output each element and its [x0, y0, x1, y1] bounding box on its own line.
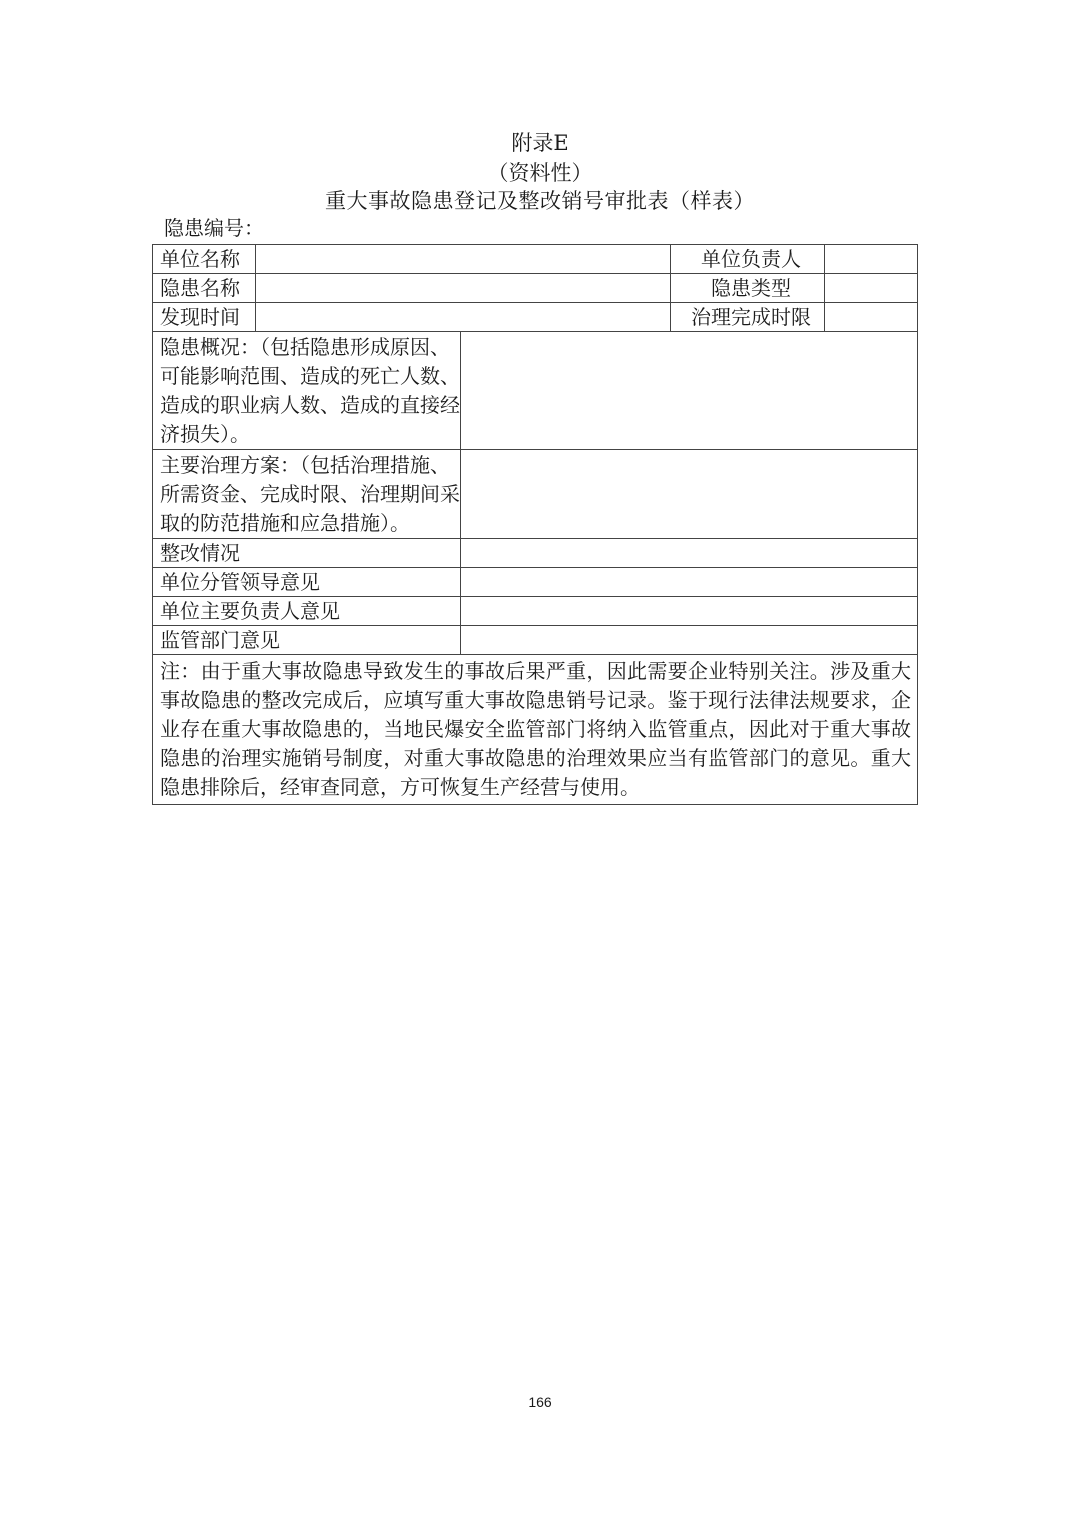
page-number: 166	[528, 1394, 552, 1410]
page-title: 重大事故隐患登记及整改销号审批表（样表）	[325, 189, 755, 213]
regulator-opinion-label: 监管部门意见	[153, 626, 461, 655]
rectification-field[interactable]	[461, 539, 918, 568]
table-row	[153, 539, 918, 568]
table-row	[153, 450, 918, 539]
plan-field[interactable]	[461, 450, 918, 539]
hazard-type-label: 隐患类型	[671, 274, 825, 303]
deadline-label: 治理完成时限	[671, 303, 825, 332]
unit-head-field[interactable]	[825, 245, 918, 274]
head-opinion-label: 单位主要负责人意见	[153, 597, 461, 626]
appendix-nature: （资料性）	[487, 161, 593, 185]
table-row	[153, 274, 918, 303]
overview-field[interactable]	[461, 332, 918, 450]
table-row	[153, 626, 918, 655]
appendix-label: 附录E	[511, 131, 569, 155]
found-time-label: 发现时间	[153, 303, 256, 332]
hazard-name-label: 隐患名称	[153, 274, 256, 303]
unit-head-label: 单位负责人	[671, 245, 825, 274]
unit-name-label: 单位名称	[153, 245, 256, 274]
leader-opinion-field[interactable]	[461, 568, 918, 597]
note-text: 注：由于重大事故隐患导致发生的事故后果严重，因此需要企业特别关注。涉及重大事故隐患的整改完成后，应填写重大事故隐患销号记录。鉴于现行法律法规要求，企业存在重大事故隐患的，当地民爆安全监管部门将纳入监管重点，因此对于重大事故隐患的治理实施销号制度，对重大事故隐患的治理效果应当有监管部门的意见。重大隐患排除后，经审查同意，方可恢复生产经营与使用。	[153, 655, 918, 805]
rectification-label: 整改情况	[153, 539, 461, 568]
deadline-field[interactable]	[825, 303, 918, 332]
table-row	[153, 568, 918, 597]
table-row	[153, 303, 918, 332]
plan-label: 主要治理方案：（包括治理措施、所需资金、完成时限、治理期间采取的防范措施和应急措施）。	[153, 450, 461, 539]
hazard-name-field[interactable]	[256, 274, 671, 303]
unit-name-field[interactable]	[256, 245, 671, 274]
hazard-type-field[interactable]	[825, 274, 918, 303]
hazard-number-label: 隐患编号：	[164, 216, 264, 240]
hazard-approval-form	[152, 244, 918, 805]
head-opinion-field[interactable]	[461, 597, 918, 626]
regulator-opinion-field[interactable]	[461, 626, 918, 655]
table-row	[153, 597, 918, 626]
table-row	[153, 245, 918, 274]
table-row	[153, 332, 918, 450]
table-row	[153, 655, 918, 805]
found-time-field[interactable]	[256, 303, 671, 332]
overview-label: 隐患概况：（包括隐患形成原因、可能影响范围、造成的死亡人数、造成的职业病人数、造成的直接经济损失）。	[153, 332, 461, 450]
leader-opinion-label: 单位分管领导意见	[153, 568, 461, 597]
